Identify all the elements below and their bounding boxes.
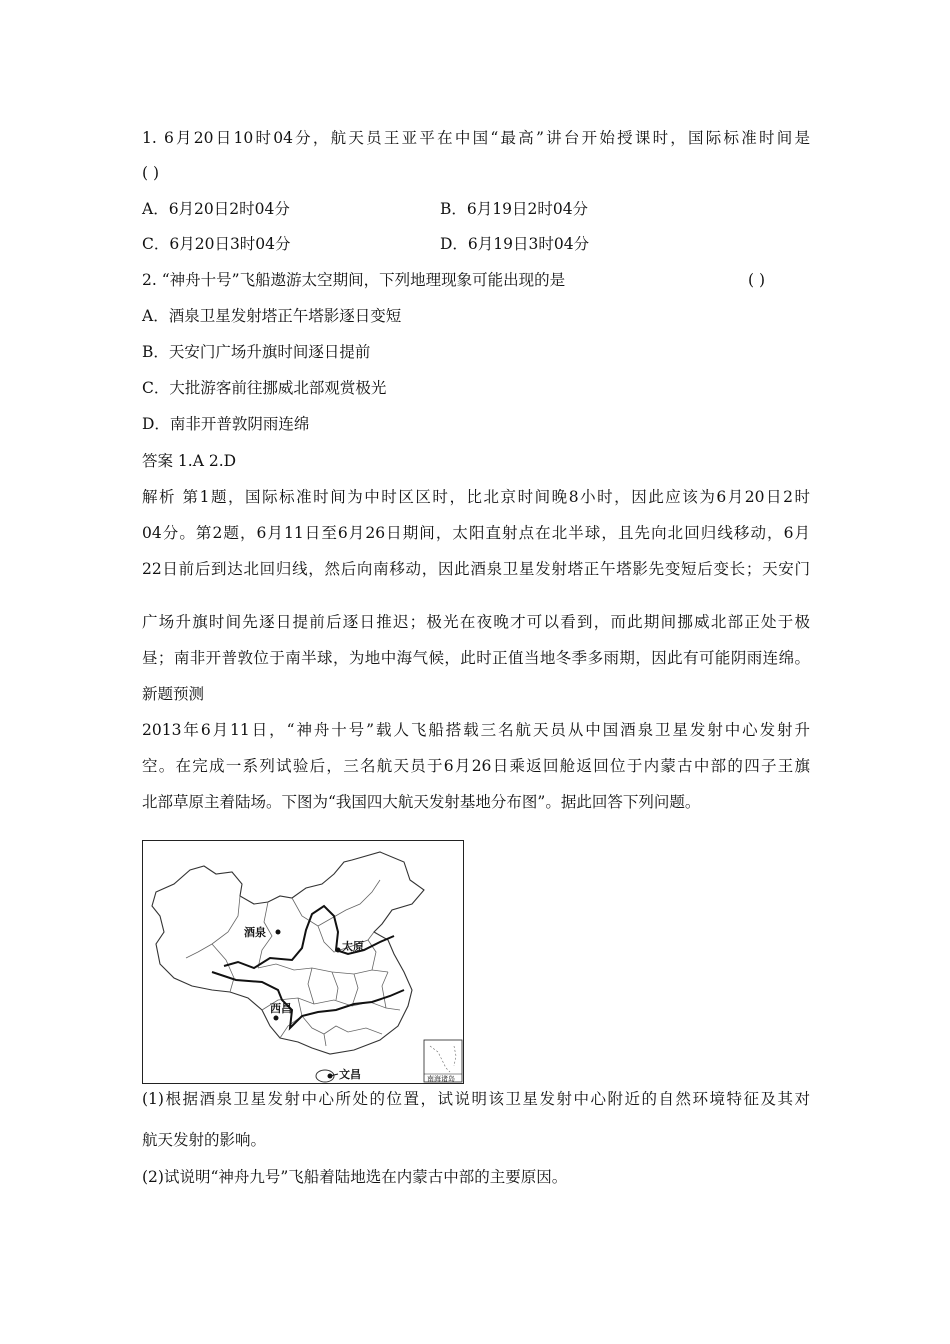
china-launch-sites-map — [142, 840, 464, 1084]
q1-option-a: A．6月20日2时04分 — [142, 200, 290, 218]
q1-stem-line1: 1. 6月20日10时04分，航天员王亚平在中国“最高”讲台开始授课时，国际标准时间是 — [142, 129, 810, 147]
q1-option-b: B．6月19日2时04分 — [440, 200, 589, 218]
xichang-marker — [274, 1016, 279, 1021]
subq1-line1: (1)根据酒泉卫星发射中心所处的位置，试说明该卫星发射中心附近的自然环境特征及其对 — [142, 1090, 810, 1108]
q2-paren: ( ) — [748, 271, 766, 289]
subq2: (2)试说明“神舟九号”飞船着陆地选在内蒙古中部的主要原因。 — [142, 1168, 568, 1186]
label-jiuquan: 酒泉 — [244, 926, 266, 939]
analysis-line3: 22日前后到达北回归线，然后向南移动，因此酒泉卫星发射塔正午塔影先变短后变长；天安门 — [142, 560, 810, 578]
analysis-line4: 广场升旗时间先逐日提前后逐日推迟；极光在夜晚才可以看到，而此期间挪威北部正处于极 — [142, 613, 810, 631]
q1-stem-line2: ( ) — [142, 164, 160, 182]
label-inset: 南海诸岛 — [427, 1075, 455, 1083]
section-line1: 2013年6月11日，“神舟十号”载人飞船搭载三名航天员从中国酒泉卫星发射中心发射升 — [142, 721, 810, 739]
q1-option-c: C．6月20日3时04分 — [142, 235, 291, 253]
south-china-sea-inset — [424, 1040, 462, 1083]
answer: 答案 1.A 2.D — [142, 452, 237, 470]
q2-option-a: A．酒泉卫星发射塔正午塔影逐日变短 — [142, 307, 402, 325]
taiyuan-marker — [336, 948, 341, 953]
analysis-line1: 解析 第1题，国际标准时间为中时区区时，比北京时间晚8小时，因此应该为6月20日2时 — [142, 488, 810, 506]
label-wenchang: 文昌 — [339, 1068, 361, 1081]
jiuquan-marker — [276, 930, 281, 935]
q2-option-c: C．大批游客前往挪威北部观赏极光 — [142, 379, 387, 397]
q2-option-b: B．天安门广场升旗时间逐日提前 — [142, 343, 371, 361]
q2-option-d: D．南非开普敦阴雨连绵 — [142, 415, 310, 433]
label-xichang: 西昌 — [270, 1002, 292, 1015]
section-line3: 北部草原主着陆场。下图为“我国四大航天发射基地分布图”。据此回答下列问题。 — [142, 793, 701, 811]
section-line2: 空。在完成一系列试验后，三名航天员于6月26日乘返回舱返回位于内蒙古中部的四子王旗 — [142, 757, 810, 775]
label-taiyuan: 太原 — [342, 940, 364, 953]
q1-option-d: D．6月19日3时04分 — [440, 235, 590, 253]
analysis-line5: 昼；南非开普敦位于南半球，为地中海气候，此时正值当地冬季多雨期，因此有可能阴雨连绵。 — [142, 649, 810, 667]
section-title: 新题预测 — [142, 685, 205, 703]
analysis-line2: 04分。第2题，6月11日至6月26日期间，太阳直射点在北半球，且先向北回归线移动，6月 — [142, 524, 810, 542]
subq1-line2: 航天发射的影响。 — [142, 1131, 267, 1149]
q2-stem: 2. “神舟十号”飞船遨游太空期间，下列地理现象可能出现的是 — [142, 271, 566, 289]
